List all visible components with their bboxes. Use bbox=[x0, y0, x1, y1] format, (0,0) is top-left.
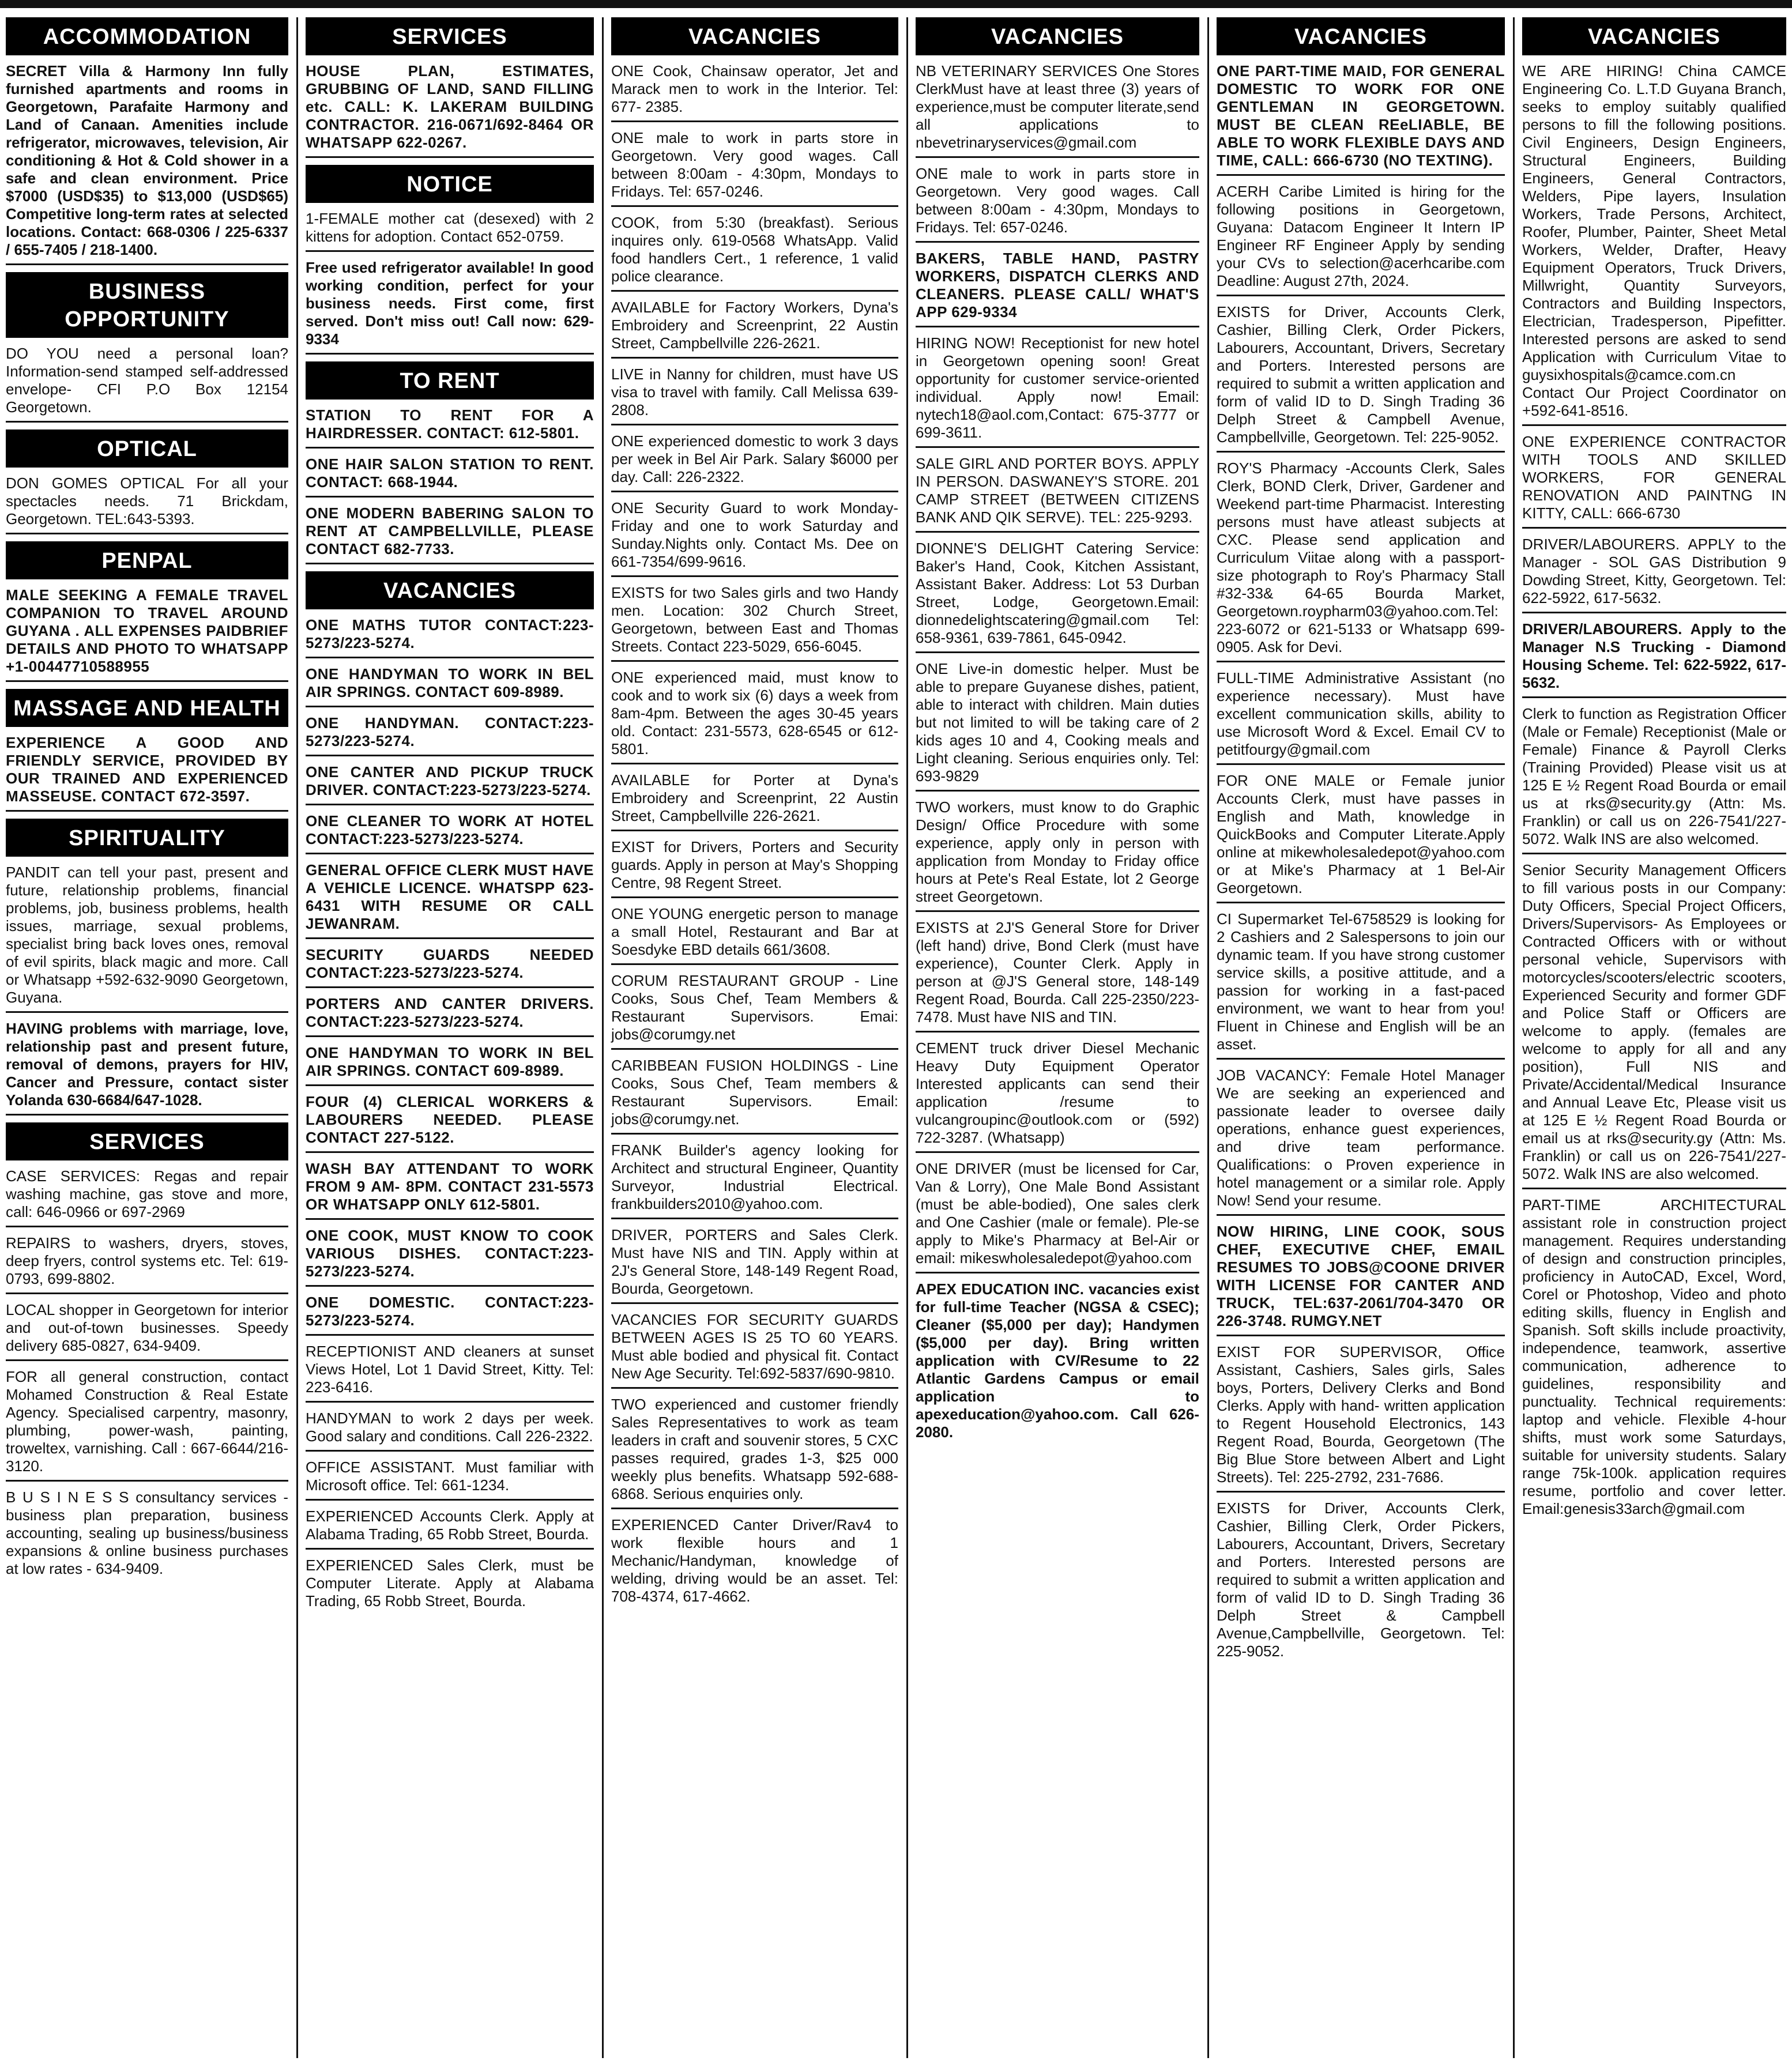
column-divider bbox=[1513, 17, 1515, 2058]
classified-ad: Free used refrigerator available! In good working condition, perfect for your business needs. First come, first served. Don't miss out! Call now: 629-9334 bbox=[306, 259, 594, 355]
section-header: MASSAGE AND HEALTH bbox=[6, 689, 288, 727]
classified-ad: ONE CANTER AND PICKUP TRUCK DRIVER. CONTACT:223-5273/223-5274. bbox=[306, 763, 594, 805]
classified-ad: FOR all general construction, contact Mohamed Construction & Real Estate Agency. Specialised carpentry, masonry, plumbing, power-wash, painting, troweltex, varnishing. Call : 667-6644/216-3120. bbox=[6, 1368, 288, 1482]
classified-ad: FOR ONE MALE or Female junior Accounts Clerk, must have passes in English and Math, knowledge in QuickBooks and Computer Literate.Apply online at mikewholesaledepot@yahoo.com or at Mike's Pharmacy at 1 Bel-Air Georgetown. bbox=[1217, 772, 1505, 903]
classified-ad: EXPERIENCE A GOOD AND FRIENDLY SERVICE, PROVIDED BY OUR TRAINED AND EXPERIENCED MASSEUSE. CONTACT 672-3597. bbox=[6, 734, 288, 812]
column-3 bbox=[605, 17, 904, 2058]
section-header: OPTICAL bbox=[6, 429, 288, 468]
section-header: ACCOMMODATION bbox=[6, 17, 288, 55]
classified-ad: ONE HANDYMAN. CONTACT:223-5273/223-5274. bbox=[306, 714, 594, 756]
classified-ad: CORUM RESTAURANT GROUP - Line Cooks, Sous Chef, Team Members & Restaurant Supervisors. Emai: jobs@corumgy.net bbox=[611, 972, 898, 1050]
classified-ad: TWO experienced and customer friendly Sales Representatives to work as team leaders in craft and souvenir stores, 5 CXC passes required, grades 1-3, $25 000 weekly plus benefits. Whatsapp 592-688-6868. Serious enquiries only. bbox=[611, 1396, 898, 1509]
classified-ad: DRIVER/LABOURERS. Apply to the Manager N.S Trucking - Diamond Housing Scheme. Tel: 622-5922, 617-5632. bbox=[1522, 620, 1786, 698]
section-header: VACANCIES bbox=[611, 17, 898, 55]
section-header: SERVICES bbox=[6, 1122, 288, 1160]
column-divider bbox=[296, 17, 298, 2058]
classified-ad: CI Supermarket Tel-6758529 is looking for 2 Cashiers and 2 Salespersons to join our dynamic team. If you have strong customer service skills, a positive attitude, and a passion for working in a fast-paced environment, we want to hear from you! Fluent in Chinese and English will be an asset. bbox=[1217, 910, 1505, 1060]
classified-ad: EXIST for Drivers, Porters and Security guards. Apply in person at May's Shopping Centre, 98 Regent Street. bbox=[611, 838, 898, 898]
classified-ad: ONE YOUNG energetic person to manage a small Hotel, Restaurant and Bar at Soesdyke EBD details 661/3608. bbox=[611, 905, 898, 965]
classified-ad: Senior Security Management Officers to fill various posts in our Company: Duty Officers, Special Project Officers, Drivers/Supervisors- As Employees or Contracted Officers with or without personal vehicle, Supervisors with motorcycles/scooters/electric scooters, Experienced Security and former GDF and Police Staff or Officers are welcome to apply. (females are welcome to apply for all and any position), Full NIS and Private/Accidental/Medical Insurance and Annual Leave Etc, Please visit us at 125 E ½ Regent Road Bourda or email us at rks@security.gy (Attn: Ms. Franklin) or call us on 226-7541/227-5072. Walk INS are also welcomed. bbox=[1522, 861, 1786, 1189]
section-header: VACANCIES bbox=[1522, 17, 1786, 55]
section-header: PENPAL bbox=[6, 541, 288, 579]
classified-ad: CASE SERVICES: Regas and repair washing machine, gas stove and more, call: 646-0966 or 697-2969 bbox=[6, 1167, 288, 1227]
classified-ad: DON GOMES OPTICAL For all your spectacles needs. 71 Brickdam, Georgetown. TEL:643-5393. bbox=[6, 474, 288, 534]
classified-ad: ONE HANDYMAN TO WORK IN BEL AIR SPRINGS. CONTACT 609-8989. bbox=[306, 665, 594, 707]
classified-ad: STATION TO RENT FOR A HAIRDRESSER. CONTACT: 612-5801. bbox=[306, 406, 594, 449]
classified-ad: DRIVER/LABOURERS. APPLY to the Manager - SOL GAS Distribution 9 Dowding Street, Kitty, Georgetown. Tel: 622-5922, 617-5632. bbox=[1522, 536, 1786, 613]
column-divider bbox=[906, 17, 908, 2058]
column-5 bbox=[1211, 17, 1511, 2058]
classified-ad: ONE male to work in parts store in Georgetown. Very good wages. Call between 8:00am - 4:30pm, Mondays to Fridays. Tel: 657-0246. bbox=[916, 165, 1199, 243]
classified-ad: WASH BAY ATTENDANT TO WORK FROM 9 AM- 8PM. CONTACT 231-5573 OR WHATSAPP ONLY 612-5801. bbox=[306, 1160, 594, 1220]
classified-ad: FULL-TIME Administrative Assistant (no experience necessary). Must have excellent communication skills, ability to use Microsoft Word & Excel. Email CV to petitfourgy@gmail.com bbox=[1217, 669, 1505, 765]
classified-ad: FRANK Builder's agency looking for Architect and structural Engineer, Quantity Surveyor, Industrial Electrical. frankbuilders2010@yahoo.com. bbox=[611, 1141, 898, 1219]
column-divider bbox=[1207, 17, 1209, 2058]
section-header: VACANCIES bbox=[1217, 17, 1505, 55]
classified-ad: REPAIRS to washers, dryers, stoves, deep fryers, control systems etc. Tel: 619-0793, 699-8802. bbox=[6, 1234, 288, 1294]
section-header: TO RENT bbox=[306, 361, 594, 400]
classified-ad: NOW HIRING, LINE COOK, SOUS CHEF, EXECUTIVE CHEF, EMAIL RESUMES TO JOBS@COONE DRIVER WITH LICENSE FOR CANTER AND TRUCK, TEL:637-2061/704-3470 OR 226-3748. RUMGY.NET bbox=[1217, 1223, 1505, 1336]
classified-ad: DO YOU need a personal loan? Information-send stamped self-addressed envelope- CFI P.O Box 12154 Georgetown. bbox=[6, 345, 288, 423]
section-header: SPIRITUALITY bbox=[6, 819, 288, 857]
classified-ad: NB VETERINARY SERVICES One Stores ClerkMust have at least three (3) years of experience,must be computer literate,send all applications to nbevetrinaryservices@gmail.com bbox=[916, 62, 1199, 158]
classified-ad: EXPERIENCED Canter Driver/Rav4 to work flexible hours and 1 Mechanic/Handyman, knowledge of welding, driving would be an asset. Tel: 708-4374, 617-4662. bbox=[611, 1516, 898, 1605]
classified-ad: APEX EDUCATION INC. vacancies exist for full-time Teacher (NGSA & CSEC); Cleaner ($5,000 per day); Handymen ($5,000 per day). Bring written application with CV/Resume to 22 Atlantic Gardens Campus or email application to apexeducation@yahoo.com. Call 626-2080. bbox=[916, 1280, 1199, 1441]
classified-ad: ONE experienced maid, must know to cook and to work six (6) days a week from 8am-4pm. Between the ages 30-45 years old. Contact: 231-5573, 628-6545 or 612-5801. bbox=[611, 669, 898, 764]
column-4 bbox=[910, 17, 1205, 2058]
classified-ad: DRIVER, PORTERS and Sales Clerk. Must have NIS and TIN. Apply within at 2J's General Store, 148-149 Regent Road, Bourda, Georgetown. bbox=[611, 1226, 898, 1304]
classified-ad: ONE male to work in parts store in Georgetown. Very good wages. Call between 8:00am - 4:30pm, Mondays to Fridays. Tel: 657-0246. bbox=[611, 129, 898, 207]
classified-ad: HANDYMAN to work 2 days per week. Good salary and conditions. Call 226-2322. bbox=[306, 1410, 594, 1452]
classified-ad: TWO workers, must know to do Graphic Design/ Office Procedure with some experience, apply only in person with application from Monday to Friday office hours at Pete's Real Estate, lot 2 George street Georgetown. bbox=[916, 798, 1199, 912]
column-2 bbox=[300, 17, 600, 2058]
classified-ad: 1-FEMALE mother cat (desexed) with 2 kittens for adoption. Contact 652-0759. bbox=[306, 210, 594, 252]
classified-ad: ONE PART-TIME MAID, FOR GENERAL DOMESTIC TO WORK FOR ONE GENTLEMAN IN GEORGETOWN. MUST BE CLEAN REeLIABLE, BE ABLE TO WORK FLEXIBLE DAYS AND TIME, CALL: 666-6730 (NO TEXTING). bbox=[1217, 62, 1505, 176]
classified-ad: ROY'S Pharmacy -Accounts Clerk, Sales Clerk, BOND Clerk, Driver, Gardener and Weekend part-time Pharmacist. Interesting persons must have atleast subjects at CXC. Please send application and Curriculum Viitae along with a passport-size photograph to Roy's Pharmacy Stall #32-33& 64-65 Bourda Market, Georgetown.roypharm03@yahoo.com.Tel: 223-6072 or 621-5133 or Whatsapp 699-0905. Ask for Devi. bbox=[1217, 459, 1505, 662]
classified-ad: ONE DOMESTIC. CONTACT:223-5273/223-5274. bbox=[306, 1294, 594, 1336]
column-divider bbox=[602, 17, 604, 2058]
classified-ad: PANDIT can tell your past, present and future, relationship problems, financial problems, job, business problems, health issues, marriage, sexual problems, specialist bring back loves ones, removal of evil spirits, black magic and more. Call or Whatsapp +592-632-9090 Georgetown, Guyana. bbox=[6, 864, 288, 1013]
classified-ad: HOUSE PLAN, ESTIMATES, GRUBBING OF LAND, SAND FILLING etc. CALL: K. LAKERAM BUILDING CONTRACTOR. 216-0671/692-8464 OR WHATSAPP 622-0267. bbox=[306, 62, 594, 158]
classified-ad: VACANCIES FOR SECURITY GUARDS BETWEEN AGES IS 25 TO 60 YEARS. Must able bodied and physical fit. Contact New Age Security. Tel:692-5837/690-9810. bbox=[611, 1311, 898, 1389]
classified-ad: ONE Security Guard to work Monday-Friday and one to work Saturday and Sunday.Nights only. Contact Ms. Dee on 661-7354/699-9616. bbox=[611, 499, 898, 577]
classified-ad: EXIST FOR SUPERVISOR, Office Assistant, Cashiers, Sales girls, Sales boys, Porters, Delivery Clerks and Bond Clerks. Apply with hand- written application to Regent Household Electronics, 143 Regent Road, Bourda, Georgetown (The Big Blue Store between Albert and Light Streets). Tel: 225-2792, 231-7686. bbox=[1217, 1343, 1505, 1493]
classified-ad: ONE Cook, Chainsaw operator, Jet and Marack men to work in the Interior. Tel: 677- 2385. bbox=[611, 62, 898, 122]
top-rule bbox=[0, 0, 1792, 8]
classified-ad: CEMENT truck driver Diesel Mechanic Heavy Duty Equipment Operator Interested applicants can send their application /resume to vulcangroupinc@outlook.com or (592) 722-3287. (Whatsapp) bbox=[916, 1039, 1199, 1153]
section-header: BUSINESS OPPORTUNITY bbox=[6, 272, 288, 338]
section-header: SERVICES bbox=[306, 17, 594, 55]
classified-ad: EXPERIENCED Accounts Clerk. Apply at Alabama Trading, 65 Robb Street, Bourda. bbox=[306, 1508, 594, 1550]
classified-ad: OFFICE ASSISTANT. Must familiar with Microsoft office. Tel: 661-1234. bbox=[306, 1459, 594, 1501]
column-1 bbox=[0, 17, 294, 2058]
classified-ad: SALE GIRL AND PORTER BOYS. APPLY IN PERSON. DASWANEY'S STORE. 201 CAMP STREET (BETWEEN CITIZENS BANK AND QIK SERVE). TEL: 225-9293. bbox=[916, 455, 1199, 533]
classified-ad: LOCAL shopper in Georgetown for interior and out-of-town businesses. Speedy delivery 685-0827, 634-9409. bbox=[6, 1301, 288, 1361]
classified-ad: CARIBBEAN FUSION HOLDINGS - Line Cooks, Sous Chef, Team members & Restaurant Supervisors. Email: jobs@corumgy.net. bbox=[611, 1057, 898, 1135]
classified-ad: HAVING problems with marriage, love, relationship past and present future, removal of demons, prayers for HIV, Cancer and Pressure, contact sister Yolanda 630-6684/647-1028. bbox=[6, 1020, 288, 1116]
classified-ad: MALE SEEKING A FEMALE TRAVEL COMPANION TO TRAVEL AROUND GUYANA . ALL EXPENSES PAIDBRIEF DETAILS AND PHOTO TO WHATSAPP +1-00447710588955 bbox=[6, 586, 288, 682]
classified-ad: RECEPTIONIST AND cleaners at sunset Views Hotel, Lot 1 David Street, Kitty. Tel: 223-6416. bbox=[306, 1343, 594, 1403]
classified-ad: SECURITY GUARDS NEEDED CONTACT:223-5273/223-5274. bbox=[306, 946, 594, 988]
section-header: VACANCIES bbox=[916, 17, 1199, 55]
classified-ad: SECRET Villa & Harmony Inn fully furnished apartments and rooms in Georgetown, Parafaite Harmony and Land of Canaan. Amenities include refrigerator, microwaves, television, Air conditioning & Hot & Cold shower in a safe and clean environment. Price $7000 (USD$35) to $13,000 (USD$65) Competitive long-term rates at selected locations. Contact: 668-0306 / 225-6337 / 655-7405 / 218-1400. bbox=[6, 62, 288, 265]
classified-ad: PORTERS AND CANTER DRIVERS. CONTACT:223-5273/223-5274. bbox=[306, 995, 594, 1037]
classified-ad: AVAILABLE for Factory Workers, Dyna's Embroidery and Screenprint, 22 Austin Street, Campbellville 226-2621. bbox=[611, 299, 898, 359]
classified-ad: EXISTS at 2J'S General Store for Driver (left hand) drive, Bond Clerk (must have experience), Counter Clerk. Apply in person at @J'S General store, 148-149 Regent Road, Bourda. Call 225-2350/223-7478. Must have NIS and TIN. bbox=[916, 919, 1199, 1032]
classified-ad: ONE EXPERIENCE CONTRACTOR WITH TOOLS AND SKILLED WORKERS, FOR GENERAL RENOVATION AND PAINTNG IN KITTY, CALL: 666-6730 bbox=[1522, 433, 1786, 529]
classified-ad: EXISTS for Driver, Accounts Clerk, Cashier, Billing Clerk, Order Pickers, Labourers, Accountant, Drivers, Secretary and Porters. Interested persons are required to submit a written application and form of valid ID to D. Singh Trading 36 Delph Street & Campbell Avenue, Campbellville, Georgetown. Tel: 225-9052. bbox=[1217, 303, 1505, 453]
section-header: VACANCIES bbox=[306, 571, 594, 609]
classified-ad: JOB VACANCY: Female Hotel Manager We are seeking an experienced and passionate leader to oversee daily operations, enhance guest experiences, and drive team performance. Qualifications: o Proven experience in hotel management or a similar role. Apply Now! Send your resume. bbox=[1217, 1067, 1505, 1216]
classified-ad: LIVE in Nanny for children, must have US visa to travel with family. Call Melissa 639-2808. bbox=[611, 365, 898, 425]
classified-ad: EXISTS for Driver, Accounts Clerk, Cashier, Billing Clerk, Order Pickers, Labourers, Accountant, Drivers, Secretary and Porters. Interested persons are required to submit a written application and form of valid ID to D. Singh Trading 36 Delph Street & Campbell Avenue,Campbellville, Georgetown. Tel: 225-9052. bbox=[1217, 1499, 1505, 1660]
classified-ad: COOK, from 5:30 (breakfast). Serious inquires only. 619-0568 WhatsApp. Valid food handlers Cert., 1 reference, 1 valid police clearance. bbox=[611, 214, 898, 292]
classified-ad: HIRING NOW! Receptionist for new hotel in Georgetown opening soon! Great opportunity for customer service-oriented individual. Apply now! Email: nytech18@aol.com,Contact: 675-3777 or 699-3611. bbox=[916, 334, 1199, 448]
classified-ad: ONE experienced domestic to work 3 days per week in Bel Air Park. Salary $6000 per day. Call: 226-2322. bbox=[611, 432, 898, 492]
classified-ad: FOUR (4) CLERICAL WORKERS & LABOURERS NEEDED. PLEASE CONTACT 227-5122. bbox=[306, 1093, 594, 1153]
classified-ad: ONE MODERN BABERING SALON TO RENT AT CAMPBELLVILLE, PLEASE CONTACT 682-7733. bbox=[306, 504, 594, 564]
classified-ad: ONE COOK, MUST KNOW TO COOK VARIOUS DISHES. CONTACT:223-5273/223-5274. bbox=[306, 1227, 594, 1287]
classified-ad: DIONNE'S DELIGHT Catering Service: Baker's Hand, Cook, Kitchen Assistant, Assistant Baker. Address: Lot 53 Durban Street, Lodge, Georgetown.Email: dionnedelightscatering@gmail.com Tel: 658-9361, 639-7861, 645-0942. bbox=[916, 540, 1199, 653]
classified-ad: ONE CLEANER TO WORK AT HOTEL CONTACT:223-5273/223-5274. bbox=[306, 812, 594, 854]
classified-ad: EXPERIENCED Sales Clerk, must be Computer Literate. Apply at Alabama Trading, 65 Robb Street, Bourda. bbox=[306, 1557, 594, 1610]
classified-ad: Clerk to function as Registration Officer (Male or Female) Receptionist (Male or Female) Finance & Payroll Clerks (Training Provided) Please visit us at 125 E ½ Regent Road Bourda or email us at rks@security.gy (Attn: Ms. Franklin) or call us on 226-7541/227-5072. Walk INS are also welcomed. bbox=[1522, 705, 1786, 854]
classified-ad: AVAILABLE for Porter at Dyna's Embroidery and Screenprint, 22 Austin Street, Campbellville 226-2621. bbox=[611, 771, 898, 831]
classified-ad: BAKERS, TABLE HAND, PASTRY WORKERS, DISPATCH CLERKS AND CLEANERS. PLEASE CALL/ WHAT'S APP 629-9334 bbox=[916, 250, 1199, 327]
classified-ad: ONE Live-in domestic helper. Must be able to prepare Guyanese dishes, patient, able to interact with children. Main duties but not limited to will be taking care of 2 kids ages 10 and 4, Cooking meals and Light cleaning. Serious enquiries only. Tel: 693-9829 bbox=[916, 660, 1199, 792]
classified-ad: B U S I N E S S consultancy services - business plan preparation, business accounting, sealing up business/business expansions & online business purchases at low rates - 634-9409. bbox=[6, 1489, 288, 1577]
classified-ad: ONE MATHS TUTOR CONTACT:223-5273/223-5274. bbox=[306, 616, 594, 658]
classified-ad: EXISTS for two Sales girls and two Handy men. Location: 302 Church Street, Georgetown, between East and Thomas Streets. Contact 223-5029, 656-6045. bbox=[611, 584, 898, 662]
section-header: NOTICE bbox=[306, 165, 594, 203]
column-6 bbox=[1516, 17, 1792, 2058]
classified-ad: WE ARE HIRING! China CAMCE Engineering Co. L.T.D Guyana Branch, seeks to employ suitably qualified persons to fill the following positions. Civil Engineers, Design Engineers, Structural Engineers, Building Engineers, General Contractors, Welders, Pipe layers, Insulation Workers, Trade Persons, Architect, Roofer, Plumber, Painter, Sheet Metal Workers, Welder, Drafter, Heavy Equipment Operators, Truck Drivers, Millwright, Quantity Surveyors, Contractors and Building Inspectors, Electrician, Tradesperson, Pipefitter. Interested persons are asked to send Application with Curriculum Vitae to guysixhospitals@camce.com.cn Contact Our Project Coordinator on +592-641-8516. bbox=[1522, 62, 1786, 426]
classified-ad: ONE HANDYMAN TO WORK IN BEL AIR SPRINGS. CONTACT 609-8989. bbox=[306, 1044, 594, 1086]
classified-ad: ACERH Caribe Limited is hiring for the following positions in Georgetown, Guyana: Datacom Engineer It Intern IP Engineer RF Engineer Apply by sending your CVs to selection@acerhcaribe.com Deadline: August 27th, 2024. bbox=[1217, 183, 1505, 296]
classified-ad: GENERAL OFFICE CLERK MUST HAVE A VEHICLE LICENCE. WHATSPP 623-6431 WITH RESUME OR CALL JEWANRAM. bbox=[306, 861, 594, 939]
classified-ad: PART-TIME ARCHITECTURAL assistant role in construction project management. Requires understanding of design and construction principles, proficiency in AutoCAD, Excel, Word, Corel or Photoshop, Video and photo editing skills, fluency in English and Spanish. Soft skills include proactivity, independence, teamwork, assertive communication, adherence to guidelines, responsibility and punctuality. Technical requirements: laptop and vehicle. Flexible 4-hour shifts, must work some Saturdays, suitable for university students. Salary range 75k-100k. application requires resume, portfolio and cover letter. Email:genesis33arch@gmail.com bbox=[1522, 1196, 1786, 1517]
classified-ad: ONE DRIVER (must be licensed for Car, Van & Lorry), One Male Bond Assistant (must be able-bodied), One sales clerk and One Cashier (male or female). Ple-se apply to Mike's Pharmacy at Bel-Air or email: mikeswholesaledepot@yahoo.com bbox=[916, 1160, 1199, 1273]
classified-ad: ONE HAIR SALON STATION TO RENT. CONTACT: 668-1944. bbox=[306, 455, 594, 498]
